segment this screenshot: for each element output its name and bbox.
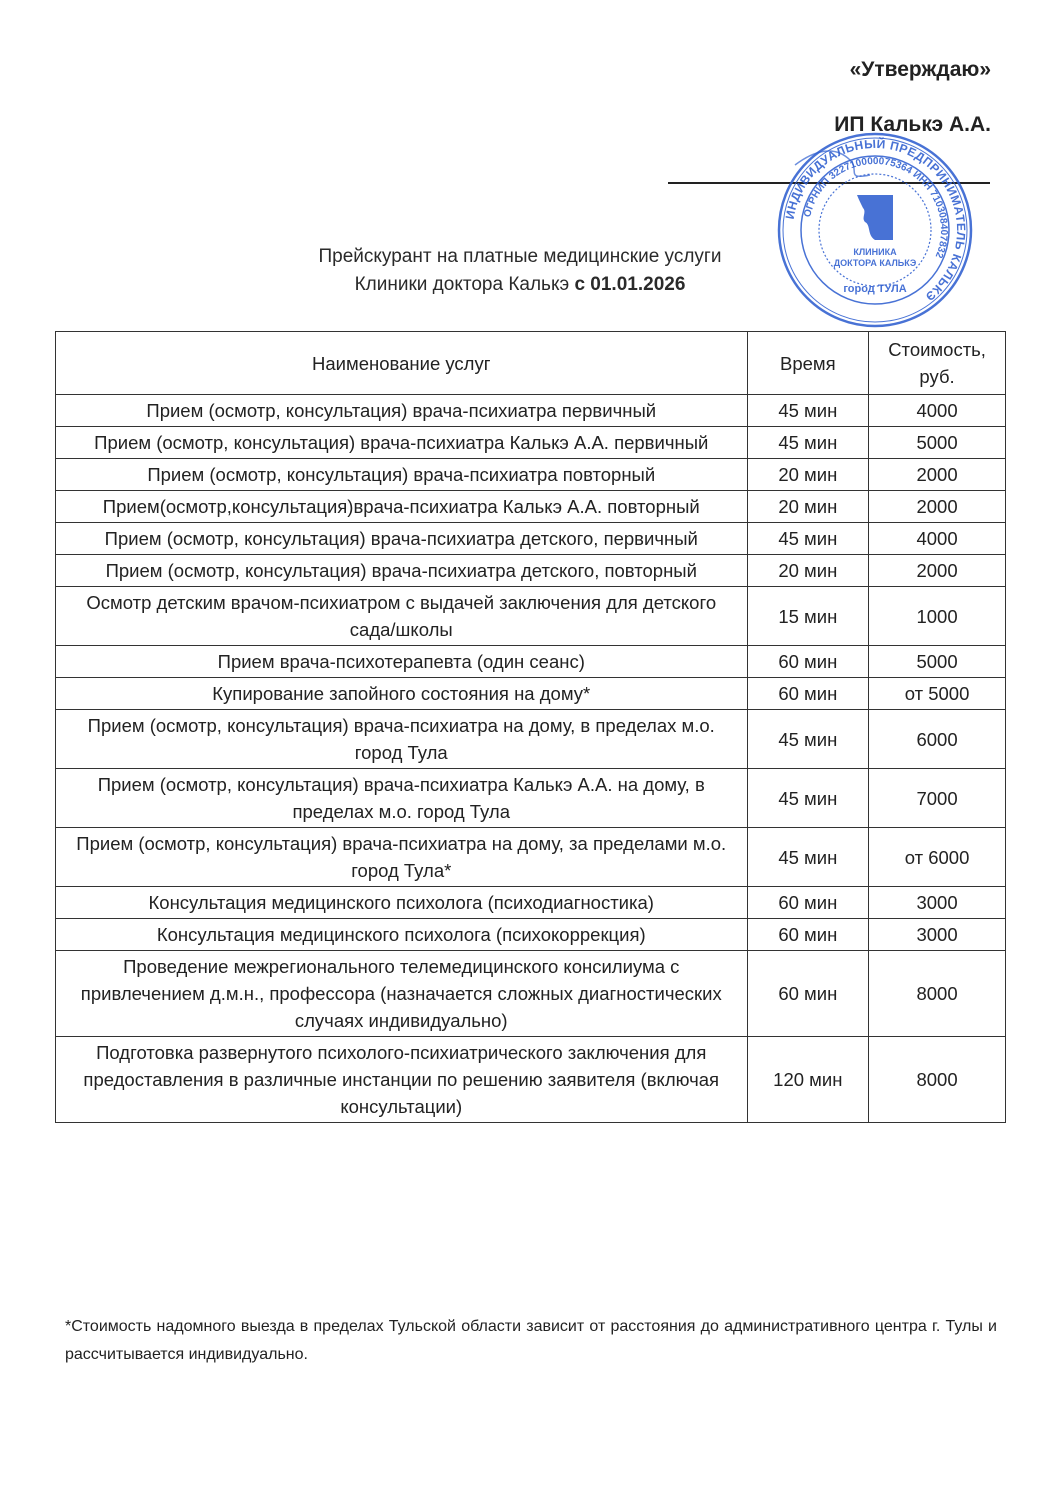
table-row: [56, 710, 1006, 769]
table-row: [56, 951, 1006, 1037]
service-name-cell: Прием (осмотр, консультация) врача-психиатра Калькэ А.А. первичный: [56, 427, 748, 459]
table-row: [56, 646, 1006, 678]
time-cell: 20 мин: [747, 491, 869, 523]
service-name-cell: Прием (осмотр, консультация) врача-психиатра Калькэ А.А. на дому, в пределах м.о. город Тула: [56, 769, 748, 828]
header-time: Время: [747, 332, 869, 395]
time-cell: 15 мин: [747, 587, 869, 646]
table-row: [56, 828, 1006, 887]
service-name-cell: Консультация медицинского психолога (психокоррекция): [56, 919, 748, 951]
time-cell: 45 мин: [747, 523, 869, 555]
time-cell: 120 мин: [747, 1037, 869, 1123]
table-row: [56, 459, 1006, 491]
effective-date: с 01.01.2026: [574, 274, 686, 295]
table-row: [56, 919, 1006, 951]
time-cell: 60 мин: [747, 646, 869, 678]
time-cell: 20 мин: [747, 555, 869, 587]
cost-cell: 5000: [869, 427, 1006, 459]
svg-text:КЛИНИКА: КЛИНИКА: [853, 247, 897, 257]
service-name-cell: Прием (осмотр, консультация) врача-психиатра первичный: [56, 395, 748, 427]
header-service-name: Наименование услуг: [56, 332, 748, 395]
table-row: [56, 587, 1006, 646]
cost-cell: 8000: [869, 1037, 1006, 1123]
approval-signer: ИП Калькэ А.А.: [834, 113, 991, 136]
service-name-cell: Подготовка развернутого психолого-психиатрического заключения для предоставления в различные инстанции по решению заявителя (включая консультации): [56, 1037, 748, 1123]
service-name-cell: Прием (осмотр, консультация) врача-психиатра детского, первичный: [56, 523, 748, 555]
time-cell: 60 мин: [747, 951, 869, 1037]
cost-cell: 2000: [869, 491, 1006, 523]
table-row: [56, 887, 1006, 919]
svg-text:ОГРНИП 322710000075364 ИНН 710: ОГРНИП 322710000075364 ИНН 710308407832: [802, 155, 950, 260]
cost-cell: 2000: [869, 459, 1006, 491]
cost-cell: от 6000: [869, 828, 1006, 887]
table-row: [56, 427, 1006, 459]
cost-cell: 4000: [869, 395, 1006, 427]
cost-cell: 6000: [869, 710, 1006, 769]
cost-cell: 2000: [869, 555, 1006, 587]
cost-cell: 3000: [869, 919, 1006, 951]
title-line-2: Клиники доктора Калькэ с 01.01.2026: [354, 274, 686, 295]
time-cell: 45 мин: [747, 828, 869, 887]
table-row: [56, 523, 1006, 555]
time-cell: 60 мин: [747, 919, 869, 951]
service-name-cell: Прием (осмотр, консультация) врача-психиатра на дому, в пределах м.о. город Тула: [56, 710, 748, 769]
time-cell: 60 мин: [747, 678, 869, 710]
service-name-cell: Прием(осмотр,консультация)врача-психиатра Калькэ А.А. повторный: [56, 491, 748, 523]
time-cell: 20 мин: [747, 459, 869, 491]
table-header-row: [56, 332, 1006, 395]
table-row: [56, 555, 1006, 587]
header-cost: Стоимость, руб.: [869, 332, 1006, 395]
cost-cell: от 5000: [869, 678, 1006, 710]
cost-cell: 4000: [869, 523, 1006, 555]
table-row: [56, 678, 1006, 710]
service-name-cell: Купирование запойного состояния на дому*: [56, 678, 748, 710]
service-name-cell: Проведение межрегионального телемедицинского консилиума с привлечением д.м.н., профессора (назначается сложных диагностических случаях индивидуально): [56, 951, 748, 1037]
cost-cell: 7000: [869, 769, 1006, 828]
time-cell: 60 мин: [747, 887, 869, 919]
table-row: [56, 491, 1006, 523]
svg-text:ИНДИВИДУАЛЬНЫЙ ПРЕДПРИНИМАТЕЛЬ: ИНДИВИДУАЛЬНЫЙ ПРЕДПРИНИМАТЕЛЬ КАЛЬКЭ: [782, 136, 969, 304]
table-row: [56, 769, 1006, 828]
cost-cell: 8000: [869, 951, 1006, 1037]
price-table: [55, 331, 1006, 1123]
cost-cell: 3000: [869, 887, 1006, 919]
clinic-stamp-icon: [775, 130, 975, 330]
time-cell: 45 мин: [747, 427, 869, 459]
title-line-1: Прейскурант на платные медицинские услуги: [318, 246, 722, 267]
time-cell: 45 мин: [747, 769, 869, 828]
service-name-cell: Прием (осмотр, консультация) врача-психиатра на дому, за пределами м.о. город Тула*: [56, 828, 748, 887]
cost-cell: 5000: [869, 646, 1006, 678]
table-row: [56, 395, 1006, 427]
svg-text:город ТУЛА: город ТУЛА: [843, 283, 907, 295]
table-row: [56, 1037, 1006, 1123]
svg-text:ДОКТОРА КАЛЬКЭ: ДОКТОРА КАЛЬКЭ: [833, 258, 917, 268]
cost-cell: 1000: [869, 587, 1006, 646]
service-name-cell: Консультация медицинского психолога (психодиагностика): [56, 887, 748, 919]
service-name-cell: Осмотр детским врачом-психиатром с выдачей заключения для детского сада/школы: [56, 587, 748, 646]
time-cell: 45 мин: [747, 395, 869, 427]
approval-label: «Утверждаю»: [849, 58, 991, 81]
service-name-cell: Прием врача-психотерапевта (один сеанс): [56, 646, 748, 678]
service-name-cell: Прием (осмотр, консультация) врача-психиатра повторный: [56, 459, 748, 491]
page-title: [250, 243, 790, 299]
time-cell: 45 мин: [747, 710, 869, 769]
service-name-cell: Прием (осмотр, консультация) врача-психиатра детского, повторный: [56, 555, 748, 587]
footnote: *Стоимость надомного выезда в пределах Тульской области зависит от расстояния до административного центра г. Тулы и рассчитывается индивидуально.: [65, 1318, 997, 1363]
